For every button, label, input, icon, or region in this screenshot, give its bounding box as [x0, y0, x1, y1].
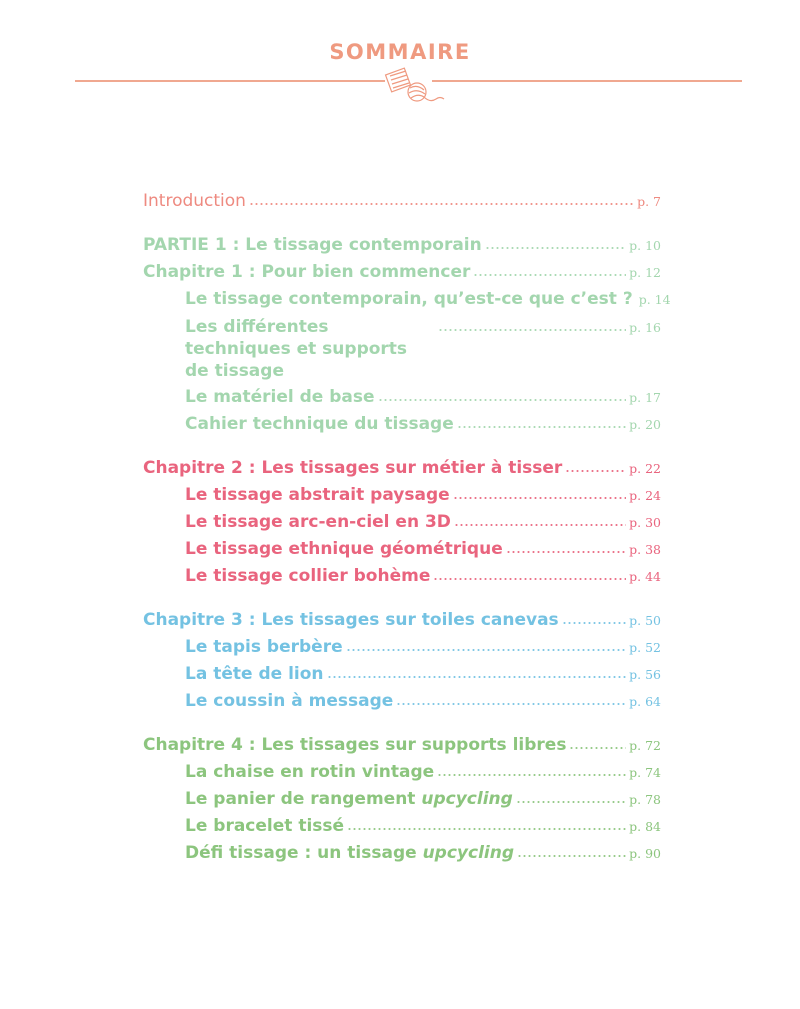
dot-leader [347, 827, 626, 831]
toc-entry-chapter-1[interactable]: Chapitre 1 : Pour bien commencer p. 12 [143, 262, 661, 282]
dot-leader [378, 398, 627, 402]
toc-entry-chapter-4[interactable]: Chapitre 4 : Les tissages sur supports libres p. 72 [143, 735, 661, 755]
toc-entry[interactable]: Le coussin à message p. 64 [185, 691, 661, 711]
toc-entry[interactable]: Le panier de rangement upcycling p. 78 [185, 789, 661, 809]
dot-leader [516, 800, 626, 804]
yarn-ball-icon [384, 66, 450, 106]
toc-entry[interactable]: Le tissage arc-en-ciel en 3D p. 30 [185, 512, 661, 532]
dot-leader [485, 246, 626, 250]
toc-entry[interactable]: Le tissage abstrait paysage p. 24 [185, 485, 661, 505]
page-title: SOMMAIRE [329, 40, 471, 64]
toc-entry[interactable]: Le tissage ethnique géométrique p. 38 [185, 539, 661, 559]
dot-leader [506, 550, 626, 554]
toc-entry-chapter-2[interactable]: Chapitre 2 : Les tissages sur métier à tisser p. 22 [143, 458, 661, 478]
dot-leader [437, 773, 626, 777]
dot-leader [433, 577, 626, 581]
toc-entry[interactable]: La tête de lion p. 56 [185, 664, 661, 684]
divider-right [432, 80, 742, 82]
table-of-contents [143, 188, 671, 867]
toc-entry[interactable]: Cahier technique du tissage p. 20 [185, 414, 661, 434]
toc-entry[interactable]: Le matériel de base p. 17 [185, 387, 661, 407]
divider-left [75, 80, 385, 82]
toc-entry[interactable]: La chaise en rotin vintage p. 74 [185, 762, 661, 782]
toc-entry[interactable]: Les différentes techniques et supports de tissage p. 16 [185, 317, 661, 381]
dot-leader [327, 675, 627, 679]
toc-entry[interactable]: Le bracelet tissé p. 84 [185, 816, 661, 836]
dot-leader [569, 746, 626, 750]
toc-entry[interactable]: Le tissage contemporain, qu’est-ce que c’est ? p. 14 [185, 289, 671, 309]
dot-leader [473, 273, 626, 277]
dot-leader [249, 202, 634, 206]
toc-entry[interactable]: Défi tissage : un tissage upcycling p. 90 [185, 843, 661, 863]
dot-leader [454, 523, 626, 527]
dot-leader [438, 328, 626, 332]
dot-leader [346, 648, 627, 652]
toc-entry-introduction[interactable]: Introduction p. 7 [143, 191, 661, 211]
dot-leader [396, 702, 626, 706]
toc-entry[interactable]: Le tissage collier bohème p. 44 [185, 566, 661, 586]
dot-leader [565, 469, 626, 473]
toc-entry-part-1[interactable]: PARTIE 1 : Le tissage contemporain p. 10 [143, 235, 661, 255]
dot-leader [453, 496, 626, 500]
toc-entry-chapter-3[interactable]: Chapitre 3 : Les tissages sur toiles canevas p. 50 [143, 610, 661, 630]
toc-entry[interactable]: Le tapis berbère p. 52 [185, 637, 661, 657]
dot-leader [517, 854, 626, 858]
dot-leader [562, 621, 626, 625]
dot-leader [457, 425, 626, 429]
